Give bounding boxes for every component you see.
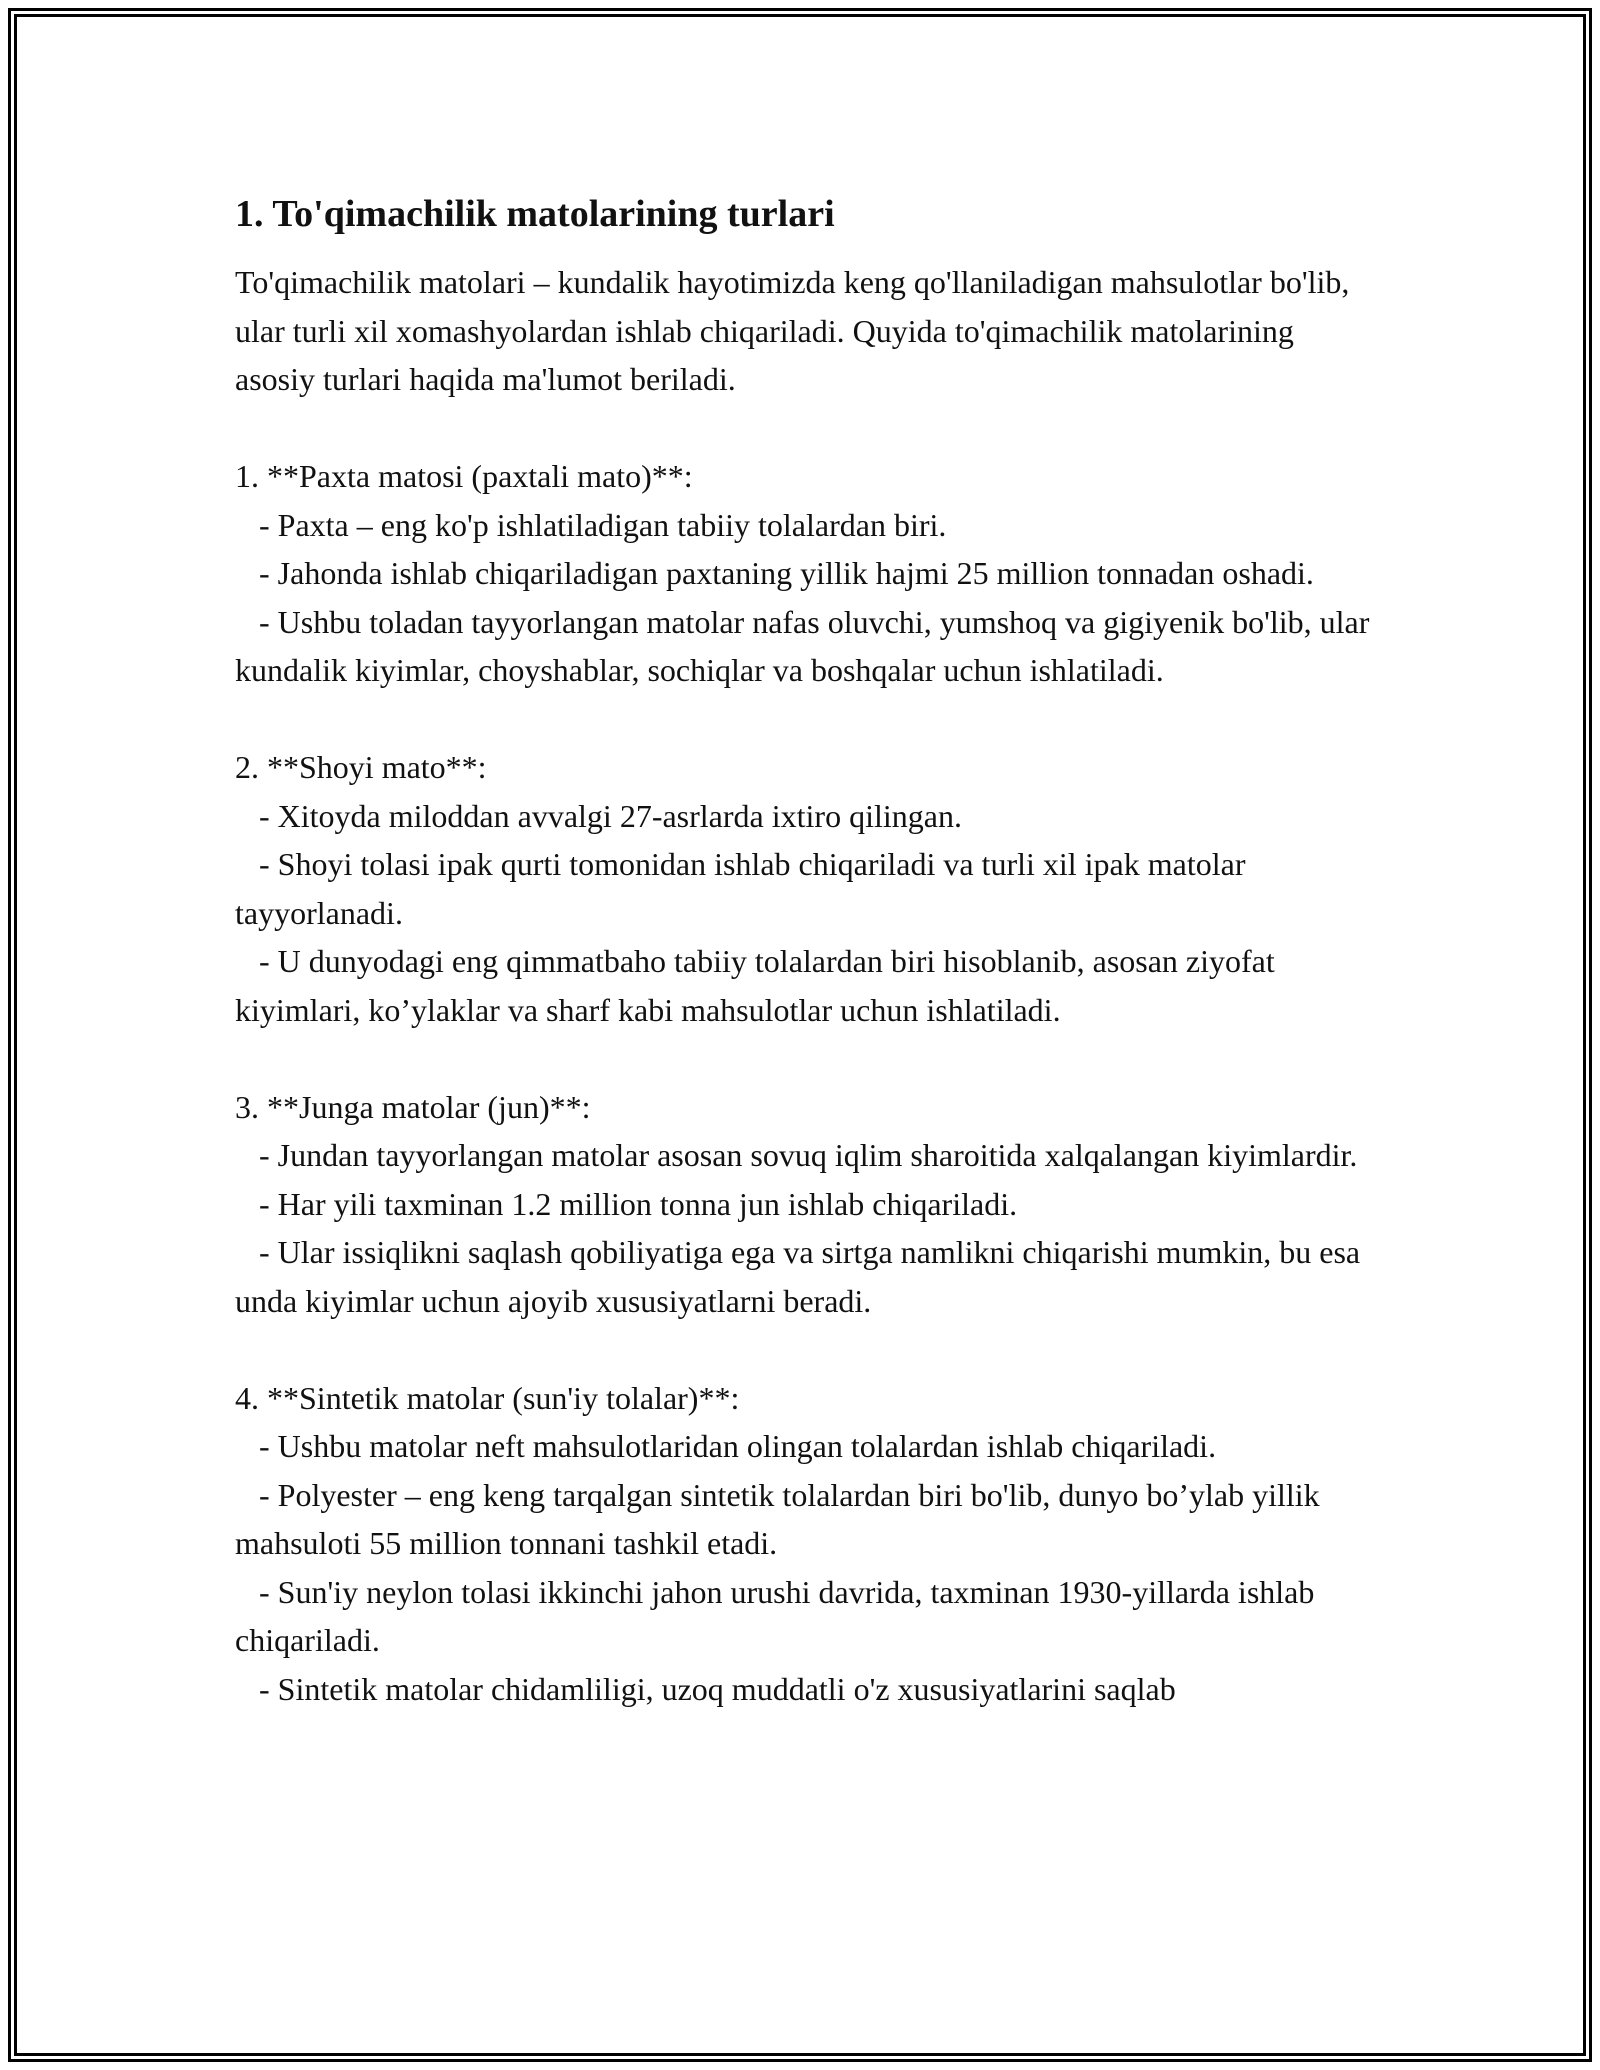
list-item: - U dunyodagi eng qimmatbaho tabiiy tolalardan biri hisoblanib, asosan ziyofat kiyimlari, ko’ylaklar va sharf kabi mahsulotlar uchun ishlatiladi. bbox=[235, 943, 1275, 1028]
section-title: 1. **Paxta matosi (paxtali mato)**: bbox=[235, 458, 693, 494]
list-item: - Ushbu toladan tayyorlangan matolar nafas oluvchi, yumshoq va gigiyenik bo'lib, ular kundalik kiyimlar, choyshablar, sochiqlar va boshqalar uchun ishlatiladi. bbox=[235, 603, 1370, 688]
page-title: 1. To'qimachilik matolarining turlari bbox=[235, 193, 835, 235]
list-item: - Polyester – eng keng tarqalgan sintetik tolalardan biri bo'lib, dunyo bo’ylab yillik mahsuloti 55 million tonnani tashkil etadi. bbox=[235, 1476, 1320, 1561]
section-shoyi bbox=[235, 743, 1375, 1034]
section-sintetik bbox=[235, 1374, 1375, 1714]
list-item: - Xitoyda miloddan avvalgi 27-asrlarda ixtiro qilingan. bbox=[259, 797, 962, 834]
list-item: - Shoyi tolasi ipak qurti tomonidan ishlab chiqariladi va turli xil ipak matolar tayyorlanadi. bbox=[235, 846, 1246, 931]
list-item: - Jahonda ishlab chiqariladigan paxtaning yillik hajmi 25 million tonnadan oshadi. bbox=[259, 555, 1314, 591]
list-item: - Sintetik matolar chidamliligi, uzoq muddatli o'z xususiyatlarini saqlab bbox=[259, 1670, 1176, 1707]
section-title: 3. **Junga matolar (jun)**: bbox=[235, 1088, 591, 1125]
intro-paragraph: To'qimachilik matolari – kundalik hayotimizda keng qo'llaniladigan mahsulotlar bo'lib, ular turli xil xomashyolardan ishlab chiqariladi. Quyida to'qimachilik matolarining asosiy turlari haqida ma'lumot beriladi. bbox=[235, 264, 1350, 397]
list-item: - Jundan tayyorlangan matolar asosan sovuq iqlim sharoitida xalqalangan kiyimlardir. bbox=[259, 1137, 1358, 1173]
section-title: 2. **Shoyi mato**: bbox=[235, 749, 487, 785]
section-paxta bbox=[235, 452, 1375, 695]
list-item: - Sun'iy neylon tolasi ikkinchi jahon urushi davrida, taxminan 1930-yillarda ishlab chiqariladi. bbox=[235, 1573, 1315, 1658]
list-item: - Ushbu matolar neft mahsulotlaridan olingan tolalardan ishlab chiqariladi. bbox=[259, 1428, 1217, 1464]
section-title: 4. **Sintetik matolar (sun'iy tolalar)**: bbox=[235, 1379, 740, 1416]
section-jun bbox=[235, 1083, 1375, 1326]
list-item: - Paxta – eng ko'p ishlatiladigan tabiiy tolalardan biri. bbox=[259, 506, 947, 543]
document-body bbox=[235, 186, 1375, 1713]
list-item: - Ular issiqlikni saqlash qobiliyatiga ega va sirtga namlikni chiqarishi mumkin, bu esa unda kiyimlar uchun ajoyib xususiyatlarni beradi. bbox=[235, 1234, 1361, 1319]
list-item: - Har yili taxminan 1.2 million tonna jun ishlab chiqariladi. bbox=[259, 1185, 1018, 1222]
